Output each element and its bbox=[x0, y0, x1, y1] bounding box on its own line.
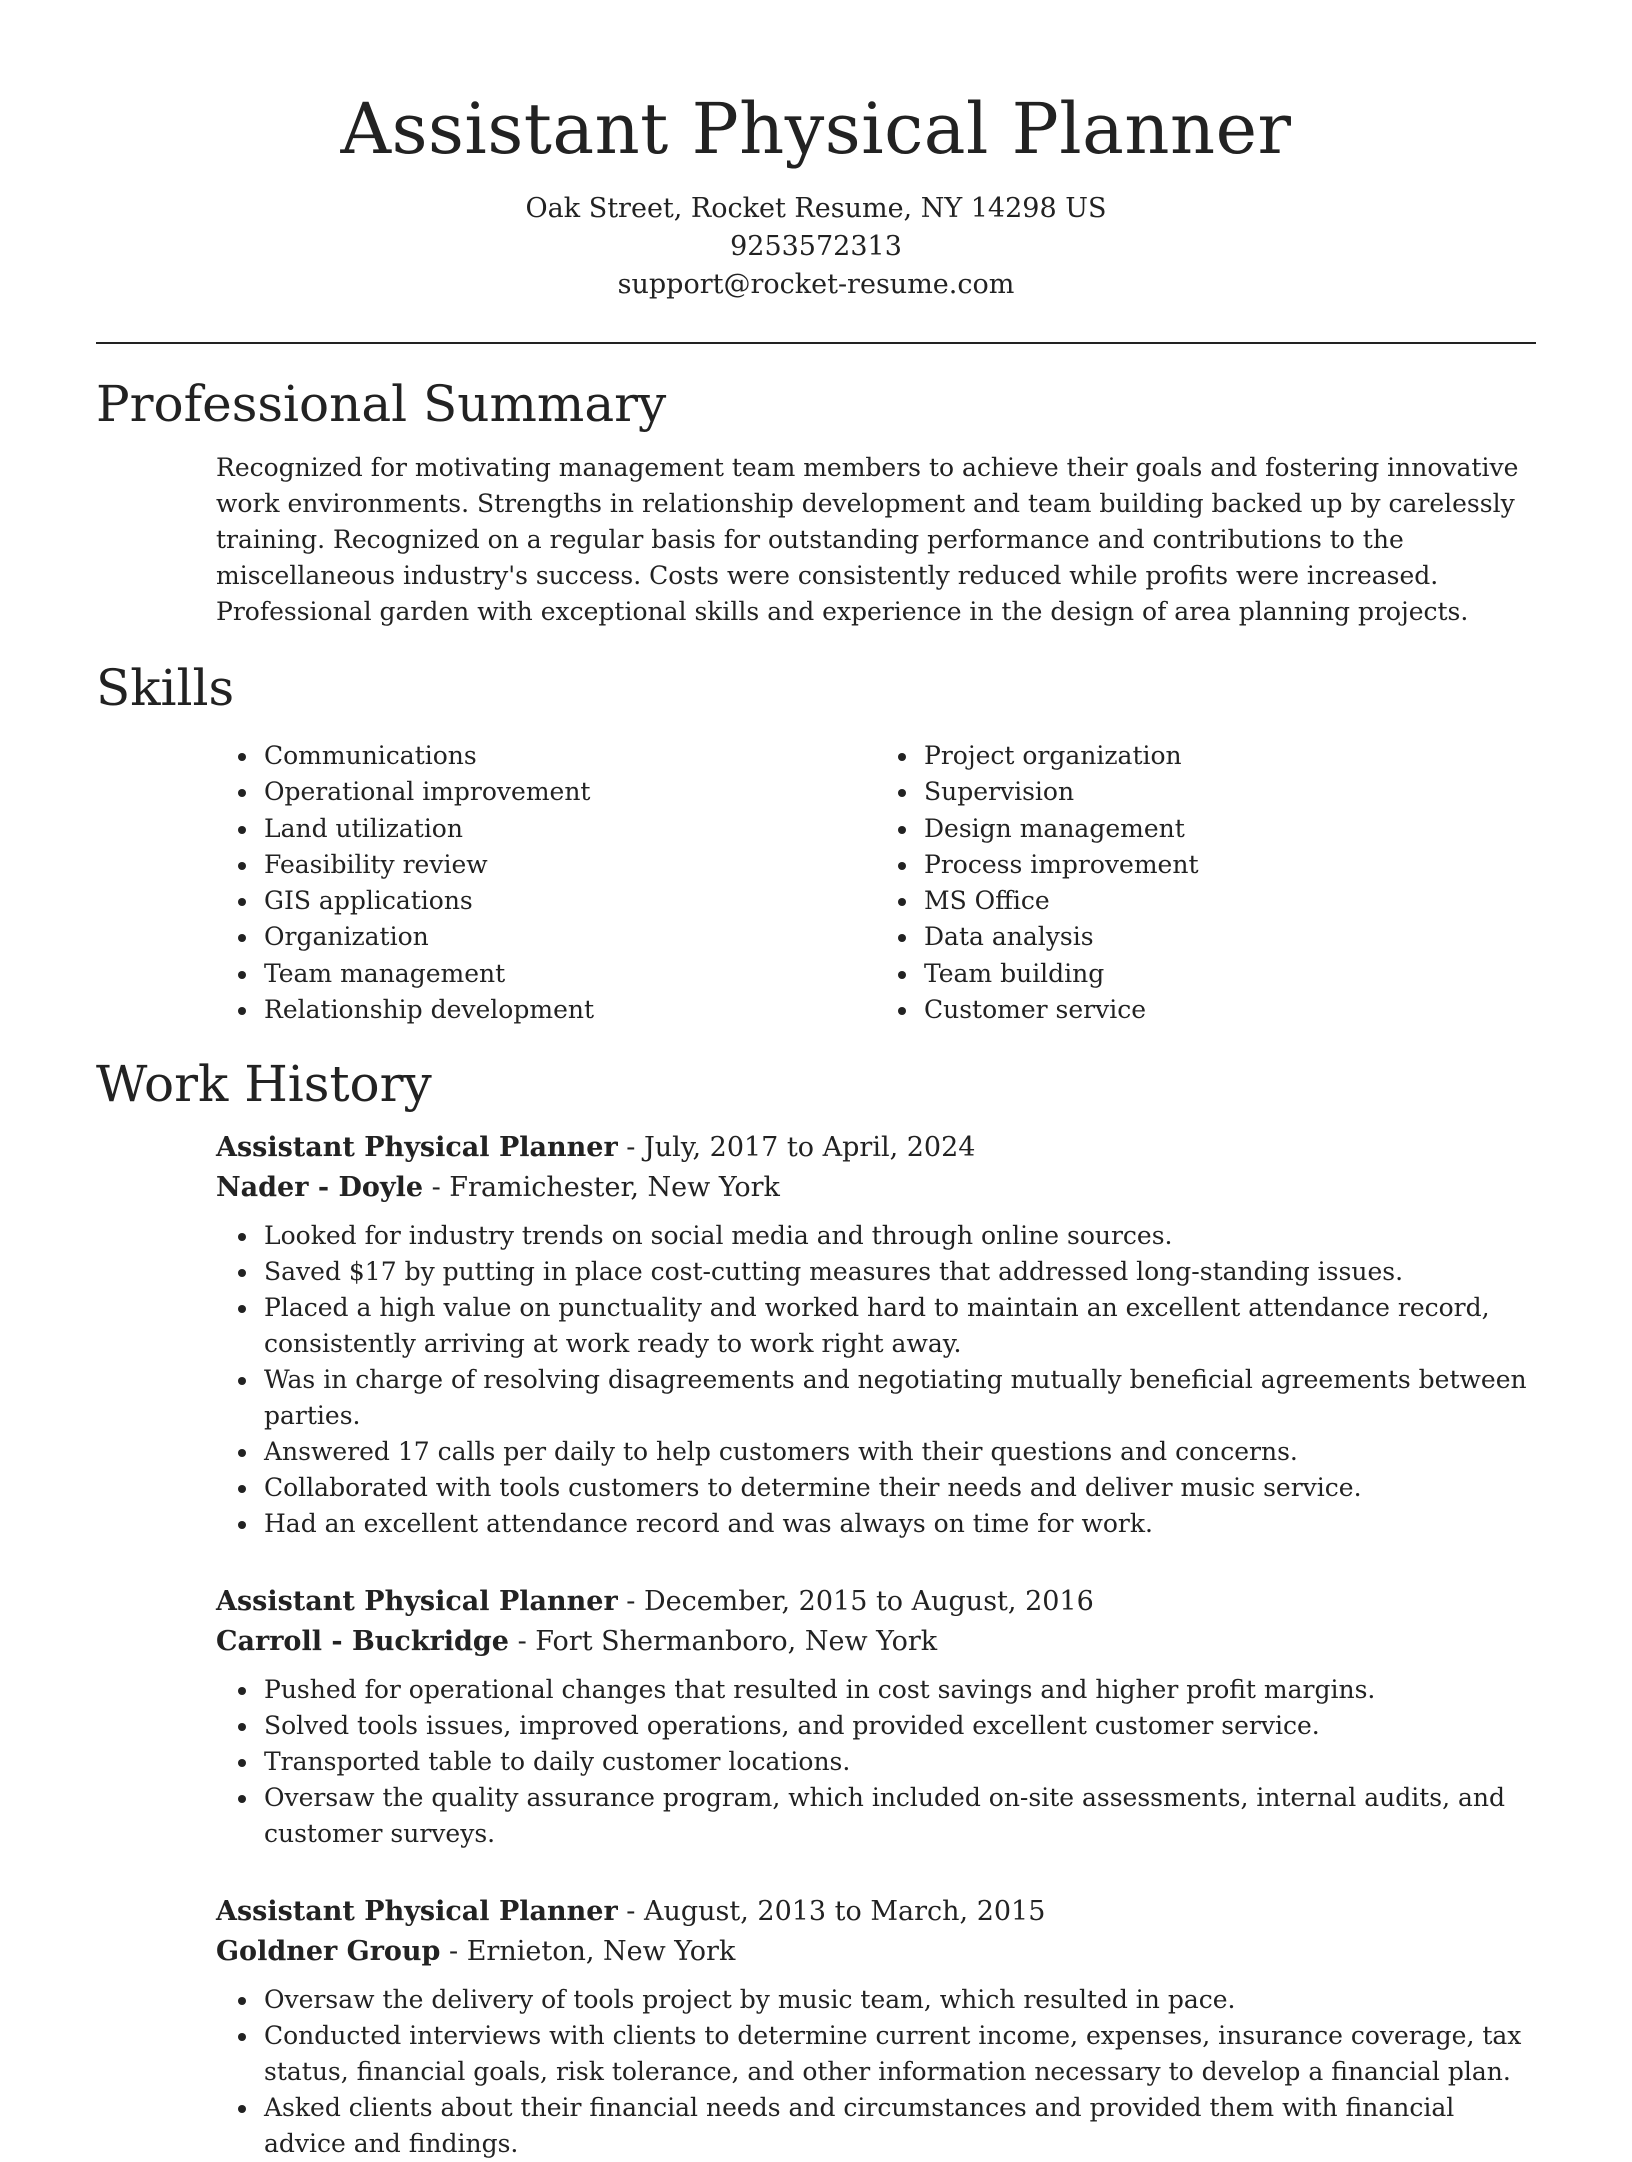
job-bullet: • Asked clients about their financial needs and circumstances and provided them with financial advice and findings. bbox=[260, 2090, 1536, 2162]
job-bullet: • Answered 17 calls per daily to help customers with their questions and concerns. bbox=[260, 1434, 1536, 1470]
job-bullet: • Oversaw the quality assurance program, which included on-site assessments, internal audits, and customer surveys. bbox=[260, 1780, 1536, 1852]
skill-item: • Data analysis bbox=[920, 919, 1536, 955]
job-bullets bbox=[216, 1218, 1536, 1542]
skill-item: • Relationship development bbox=[260, 992, 876, 1028]
job-company-line bbox=[216, 1168, 1536, 1208]
job-entry bbox=[216, 1582, 1536, 1852]
summary-section bbox=[96, 372, 1536, 630]
job-bullet: • Looked for industry trends on social media and through online sources. bbox=[260, 1218, 1536, 1254]
skill-item: • MS Office bbox=[920, 883, 1536, 919]
job-company: Nader - Doyle bbox=[216, 1172, 424, 1204]
skills-list-left bbox=[216, 738, 876, 1028]
skill-item: • Operational improvement bbox=[260, 774, 876, 810]
job-bullet: • Had an excellent attendance record and was always on time for work. bbox=[260, 1506, 1536, 1542]
job-title: Assistant Physical Planner bbox=[216, 1586, 618, 1618]
job-entry bbox=[216, 1892, 1536, 2162]
work-heading: Work History bbox=[96, 1055, 432, 1114]
skill-item: • Project organization bbox=[920, 738, 1536, 774]
skills-section bbox=[96, 656, 1536, 1028]
skills-columns bbox=[216, 738, 1536, 1028]
job-dates: - July, 2017 to April, 2024 bbox=[617, 1132, 976, 1164]
job-dates: - August, 2013 to March, 2015 bbox=[617, 1896, 1046, 1928]
job-location: - Framichester, New York bbox=[423, 1172, 780, 1204]
skill-item: • Team building bbox=[920, 956, 1536, 992]
job-entry bbox=[216, 1128, 1536, 1542]
job-bullet: • Collaborated with tools customers to determine their needs and deliver music service. bbox=[260, 1470, 1536, 1506]
job-bullets bbox=[216, 1672, 1536, 1852]
job-bullet: • Conducted interviews with clients to determine current income, expenses, insurance coverage, tax status, financial goals, risk tolerance, and other information necessary to develop a financial plan. bbox=[260, 2018, 1536, 2090]
skill-item: • Design management bbox=[920, 811, 1536, 847]
job-bullet: • Solved tools issues, improved operations, and provided excellent customer service. bbox=[260, 1708, 1536, 1744]
job-bullet: • Placed a high value on punctuality and worked hard to maintain an excellent attendance record, consistently arriving at work ready to work right away. bbox=[260, 1290, 1536, 1362]
summary-text: Recognized for motivating management team members to achieve their goals and fostering innovative work environments. Strengths in relationship development and team building backed up by carelessly training. Recognized on a regular basis for outstanding performance and contributions to the miscellaneous industry's success. Costs were consistently reduced while profits were increased. Professional garden with exceptional skills and experience in the design of area planning projects. bbox=[216, 453, 1519, 626]
skill-item: • Supervision bbox=[920, 774, 1536, 810]
job-company-line bbox=[216, 1622, 1536, 1662]
address: Oak Street, Rocket Resume, NY 14298 US bbox=[525, 193, 1107, 224]
summary-heading: Professional Summary bbox=[96, 375, 667, 433]
skill-item: • Customer service bbox=[920, 992, 1536, 1028]
job-bullet: • Pushed for operational changes that resulted in cost savings and higher profit margins. bbox=[260, 1672, 1536, 1708]
job-list bbox=[96, 1128, 1536, 2162]
job-title: Assistant Physical Planner bbox=[216, 1132, 618, 1164]
job-title-line bbox=[216, 1582, 1536, 1622]
skill-item: • GIS applications bbox=[260, 883, 876, 919]
job-bullets bbox=[216, 1982, 1536, 2162]
skill-item: • Team management bbox=[260, 956, 876, 992]
job-location: - Ernieton, New York bbox=[440, 1936, 736, 1968]
job-company: Carroll - Buckridge bbox=[216, 1626, 509, 1658]
job-title: Assistant Physical Planner bbox=[216, 1896, 618, 1928]
skill-item: • Organization bbox=[260, 919, 876, 955]
phone: 9253572313 bbox=[730, 231, 902, 262]
job-location: - Fort Shermanboro, New York bbox=[508, 1626, 938, 1658]
skill-item: • Communications bbox=[260, 738, 876, 774]
job-bullet: • Saved $17 by putting in place cost-cutting measures that addressed long-standing issues. bbox=[260, 1254, 1536, 1290]
job-company-line bbox=[216, 1932, 1536, 1972]
job-dates: - December, 2015 to August, 2016 bbox=[617, 1586, 1094, 1618]
header-divider bbox=[96, 342, 1536, 344]
work-section bbox=[96, 1052, 1536, 2162]
skill-item: • Process improvement bbox=[920, 847, 1536, 883]
skills-list-right bbox=[876, 738, 1536, 1028]
job-title-line bbox=[216, 1128, 1536, 1168]
job-bullet: • Oversaw the delivery of tools project by music team, which resulted in pace. bbox=[260, 1982, 1536, 2018]
skill-item: • Feasibility review bbox=[260, 847, 876, 883]
job-company: Goldner Group bbox=[216, 1936, 441, 1968]
job-bullet: • Was in charge of resolving disagreements and negotiating mutually beneficial agreements between parties. bbox=[260, 1362, 1536, 1434]
skills-heading: Skills bbox=[96, 659, 235, 717]
email: support@rocket-resume.com bbox=[617, 269, 1015, 300]
job-title-line bbox=[216, 1892, 1536, 1932]
skill-item: • Land utilization bbox=[260, 811, 876, 847]
job-bullet: • Transported table to daily customer locations. bbox=[260, 1744, 1536, 1780]
candidate-name: Assistant Physical Planner bbox=[340, 88, 1292, 170]
resume-header bbox=[96, 0, 1536, 304]
